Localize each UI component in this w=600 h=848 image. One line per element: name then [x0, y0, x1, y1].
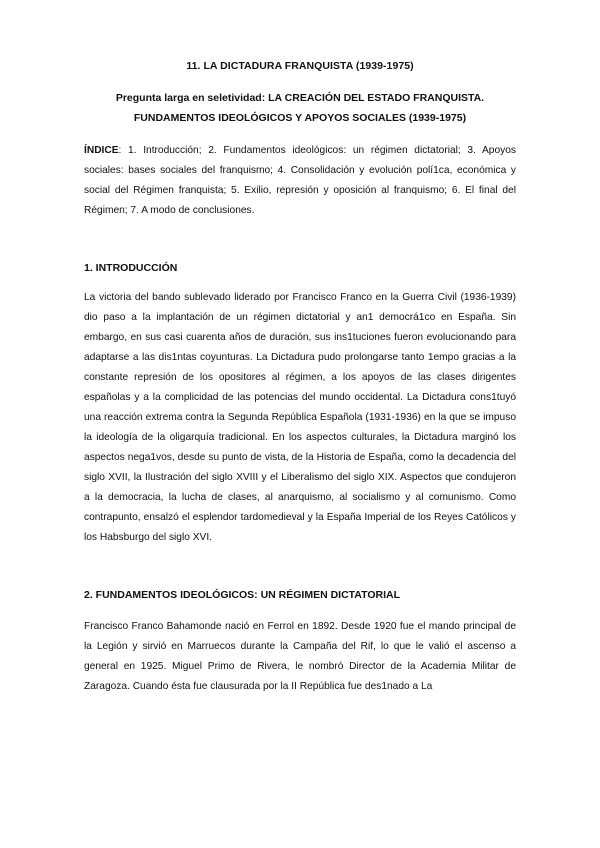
index-label: ÍNDICE — [84, 145, 119, 156]
document-title: 11. LA DICTADURA FRANQUISTA (1939-1975) — [186, 60, 414, 72]
section-2-heading: 2. FUNDAMENTOS IDEOLÓGICOS: UN RÉGIMEN DICTATORIAL — [84, 589, 400, 601]
index-text: : 1. Introducción; 2. Fundamentos ideológicos: un régimen dictatorial; 3. Apoyos sociales: bases sociales del franquismo; 4. Consolidación y evolución polí1ca, económica y social del Régimen franquista; 5. Exilio, represión y oposición al franquismo; 6. El final del Régimen; 7. A modo de conclusiones. — [84, 145, 516, 216]
subtitle-line-2: FUNDAMENTOS IDEOLÓGICOS Y APOYOS SOCIALES (1939-1975) — [133, 112, 467, 124]
section-1-paragraph: La victoria del bando sublevado liderado por Francisco Franco en la Guerra Civil (1936-1939) dio paso a la implantación de un régimen dictatorial y an1 democrá1co en España. Sin embargo, en sus casi cuarenta años de duración, sus ins1tuciones fueron evolucionando para adaptarse a las dis1ntas coyunturas. La Dictadura pudo prolongarse tanto 1empo gracias a la constante represión de los opositores al régimen, a los apoyos de las clases dirigentes españolas y a la complicidad de las potencias del mundo occidental. La Dictadura cons1tuyó una reacción extrema contra la Segunda República Española (1931-1936) en la que se impuso la ideología de la oligarquía tradicional. En los aspectos culturales, la Dictadura marginó los aspectos nega1vos, desde su punto de vista, de la Historia de España, como la decadencia del siglo XVII, la Ilustración del siglo XVIII y el Liberalismo del siglo XIX. Aspectos que condujeron a la democracia, la lucha de clases, al anarquismo, al socialismo y al comunismo. Como contrapunto, ensalzó el esplendor tardomedieval y la España Imperial de los Reyes Católicos y los Habsburgo del siglo XVI. — [84, 292, 516, 543]
section-2-paragraph: Francisco Franco Bahamonde nació en Ferrol en 1892. Desde 1920 fue el mando principal de la Legión y sirvió en Marruecos durante la Campaña del Rif, lo que le valió el ascenso a general en 1925. Miguel Primo de Rivera, le nombró Director de la Academia Militar de Zaragoza. Cuando ésta fue clausurada por la II República fue des1nado a La — [84, 621, 516, 692]
section-1-heading: 1. INTRODUCCIÓN — [84, 262, 178, 274]
document-subtitle — [84, 88, 516, 128]
index-paragraph — [84, 141, 516, 221]
subtitle-line-1: Pregunta larga en seletividad: LA CREACIÓN DEL ESTADO FRANQUISTA. — [115, 92, 485, 104]
